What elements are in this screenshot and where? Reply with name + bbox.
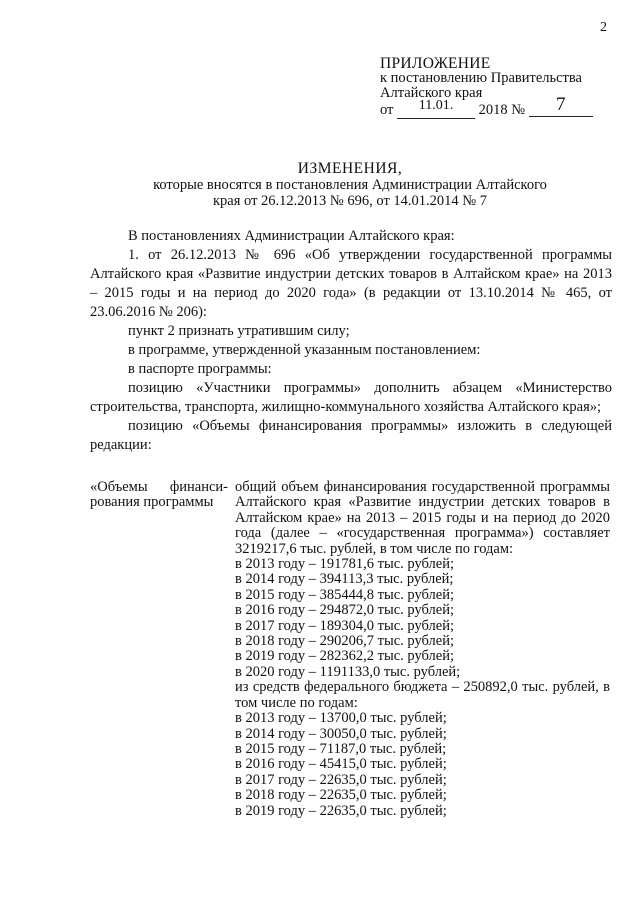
- paragraph-3: пункт 2 признать утратившим силу;: [128, 323, 350, 339]
- year-and-number-label: 2018 №: [478, 102, 526, 118]
- year-line-total: в 2020 году – 1191133,0 тыс. рублей;: [235, 663, 461, 680]
- paragraph-7: позицию «Объемы финансирования программы» изложить в следующей редакции:: [90, 418, 612, 453]
- year-line-total: в 2014 году – 394113,3 тыс. рублей;: [235, 571, 454, 588]
- federal-financing-text: из средств федерального бюджета – 250892,0 тыс. рублей, в том числе по годам:: [235, 679, 610, 711]
- date-field: [397, 98, 475, 119]
- heading-line-2: края от 26.12.2013 № 696, от 14.01.2014 № 7: [213, 193, 487, 209]
- year-line-federal: в 2018 году – 22635,0 тыс. рублей;: [235, 787, 447, 804]
- total-financing-text: общий объем финансирования государственной программы Алтайского края «Развитие индустрии детских товаров в Алтайском крае» на 2013 – 2015 годы и на период до 2020 года (далее – «государственная программа») составляет 3219217,6 тыс. рублей, в том числе по годам:: [235, 479, 610, 557]
- year-line-federal: в 2013 году – 13700,0 тыс. рублей;: [235, 710, 447, 727]
- paragraph-1: В постановлениях Администрации Алтайского края:: [128, 228, 455, 244]
- year-line-total: в 2018 году – 290206,7 тыс. рублей;: [235, 633, 455, 650]
- date-handwritten: 11.01.: [418, 98, 454, 113]
- document-heading: [90, 161, 610, 209]
- table-label-cell: «Объемы финанси-рования программы: [90, 479, 228, 511]
- year-line-federal: в 2016 году – 45415,0 тыс. рублей;: [235, 756, 447, 773]
- year-line-total: в 2017 году – 189304,0 тыс. рублей;: [235, 617, 455, 634]
- heading-title: ИЗМЕНЕНИЯ,: [297, 160, 403, 177]
- date-prefix: от: [380, 102, 394, 118]
- page-number: 2: [600, 20, 607, 35]
- appendix-line-1: к постановлению Правительства: [380, 70, 582, 86]
- appendix-line-2: Алтайского края: [380, 85, 483, 101]
- document-body: [90, 227, 612, 455]
- year-line-federal: в 2019 году – 22635,0 тыс. рублей;: [235, 802, 447, 819]
- year-line-total: в 2015 году – 385444,8 тыс. рублей;: [235, 586, 455, 603]
- year-line-total: в 2019 году – 282362,2 тыс. рублей;: [235, 648, 455, 665]
- paragraph-4: в программе, утвержденной указанным постановлением:: [128, 342, 481, 358]
- appendix-date-line: [380, 94, 620, 119]
- paragraph-6: позицию «Участники программы» дополнить абзацем «Министерство строительства, транспорта, жилищно-коммунального хозяйства Алтайского края»;: [90, 380, 612, 415]
- appendix-title: ПРИЛОЖЕНИЕ: [380, 55, 491, 72]
- number-field: [529, 94, 593, 117]
- year-line-federal: в 2015 году – 71187,0 тыс. рублей;: [235, 740, 447, 757]
- year-line-federal: в 2014 году – 30050,0 тыс. рублей;: [235, 725, 447, 742]
- year-line-federal: в 2017 году – 22635,0 тыс. рублей;: [235, 771, 447, 788]
- paragraph-5: в паспорте программы:: [128, 361, 272, 377]
- number-handwritten: 7: [556, 94, 566, 115]
- appendix-block: [380, 56, 620, 119]
- year-line-total: в 2013 году – 191781,6 тыс. рублей;: [235, 556, 455, 573]
- paragraph-2: 1. от 26.12.2013 № 696 «Об утверждении государственной программы Алтайского края «Развитие индустрии детских товаров в Алтайском крае» на 2013 – 2015 годы и на период до 2020 года» (в редакции от 13.10.2014 № 465, от 23.06.2016 № 206):: [90, 247, 612, 320]
- heading-line-1: которые вносятся в постановления Администрации Алтайского: [153, 177, 547, 193]
- year-line-total: в 2016 году – 294872,0 тыс. рублей;: [235, 602, 455, 619]
- table-value-cell: [235, 480, 610, 819]
